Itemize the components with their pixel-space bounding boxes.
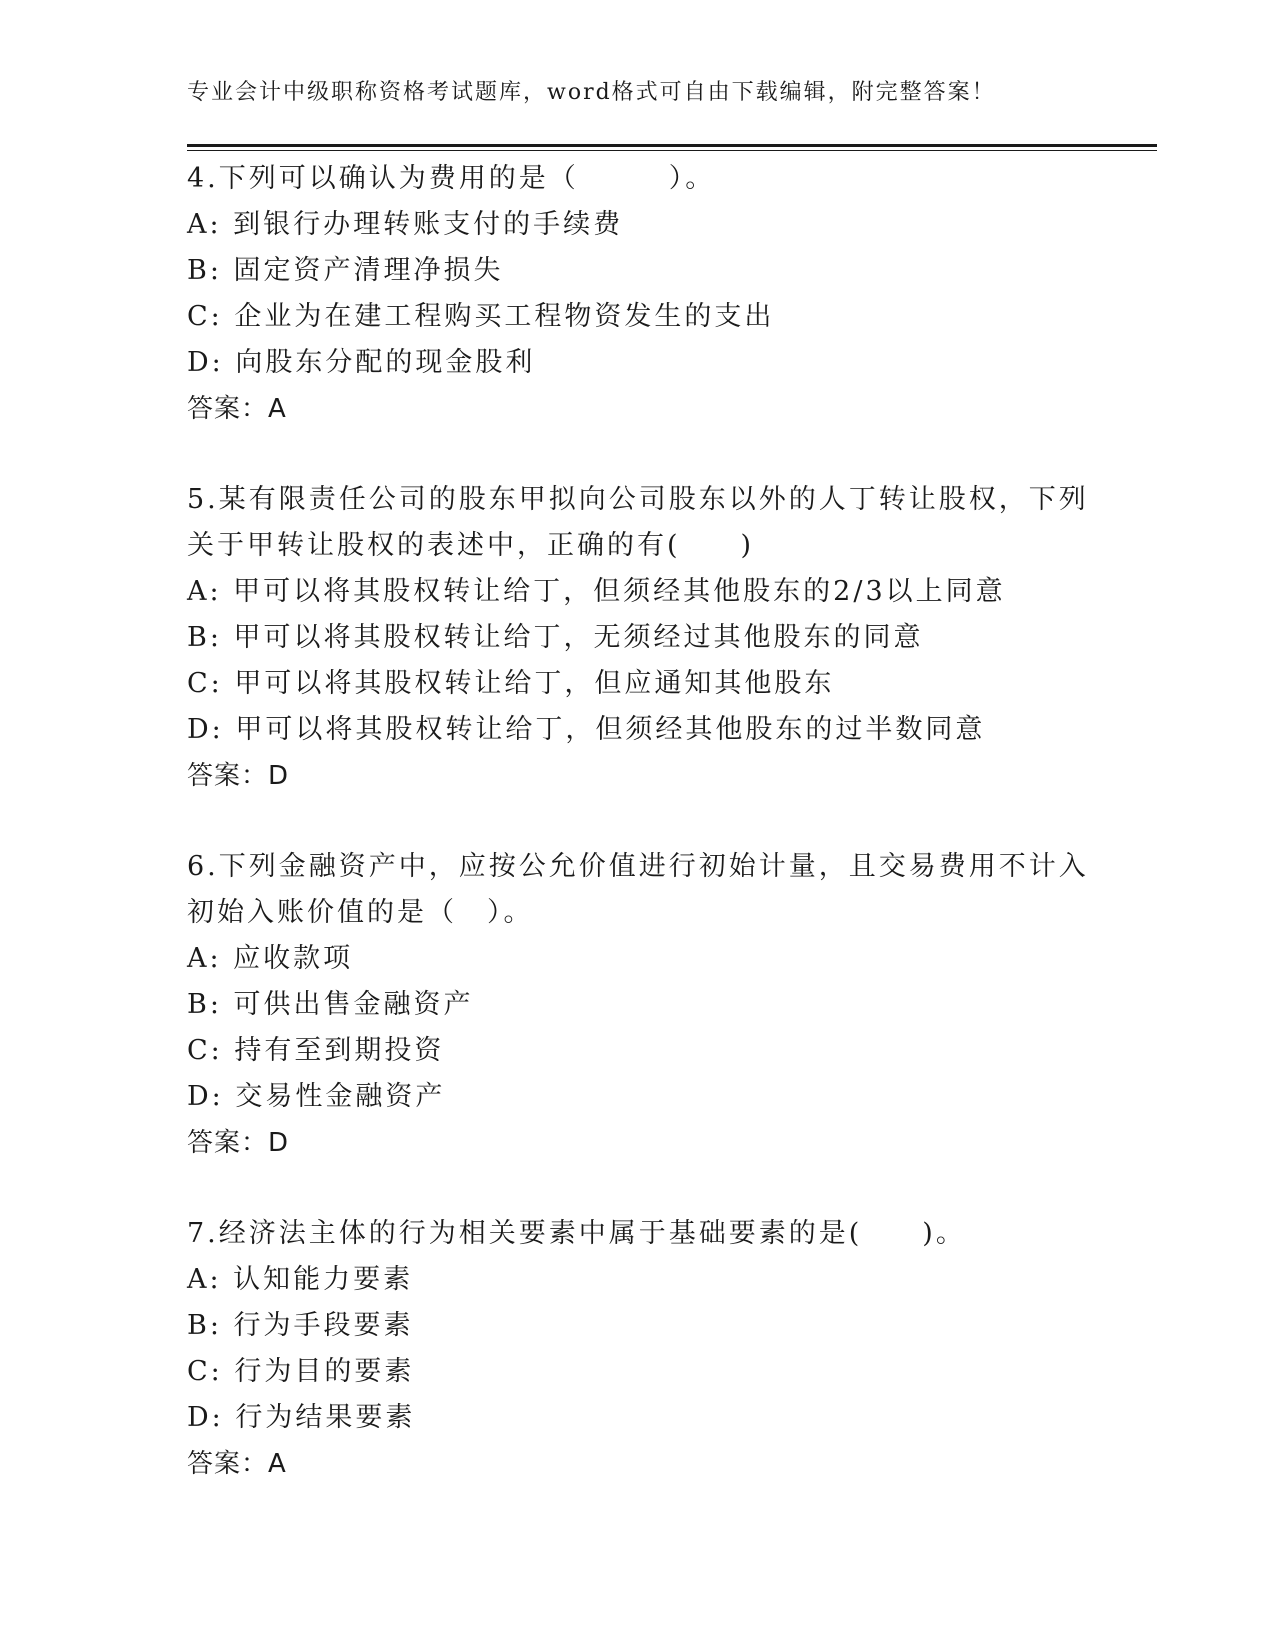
question-7 bbox=[187, 1211, 1157, 1487]
question-stem: 5.某有限责任公司的股东甲拟向公司股东以外的人丁转让股权，下列 bbox=[187, 484, 1089, 515]
page-header: 专业会计中级职称资格考试题库，word格式可自由下载编辑，附完整答案！ bbox=[187, 80, 996, 105]
question-list bbox=[187, 156, 1157, 1532]
answer: 答案：A bbox=[187, 394, 287, 424]
option-d: D: 交易性金融资产 bbox=[187, 1081, 446, 1112]
option-a: A: 认知能力要素 bbox=[187, 1264, 414, 1295]
option-a: A: 到银行办理转账支付的手续费 bbox=[187, 209, 624, 240]
answer: 答案：D bbox=[187, 1128, 290, 1158]
option-d: D: 行为结果要素 bbox=[187, 1402, 416, 1433]
question-4 bbox=[187, 156, 1157, 432]
question-5 bbox=[187, 477, 1157, 799]
header-divider bbox=[187, 144, 1157, 151]
answer: 答案：A bbox=[187, 1449, 287, 1479]
answer: 答案：D bbox=[187, 761, 290, 791]
option-c: C: 企业为在建工程购买工程物资发生的支出 bbox=[187, 301, 775, 332]
option-a: A: 甲可以将其股权转让给丁，但须经其他股东的2/3以上同意 bbox=[187, 576, 1006, 607]
question-stem: 6.下列金融资产中，应按公允价值进行初始计量，且交易费用不计入 bbox=[187, 851, 1089, 882]
option-c: C: 行为目的要素 bbox=[187, 1356, 415, 1387]
question-stem: 4.下列可以确认为费用的是（ ）。 bbox=[187, 163, 716, 194]
option-b: B: 甲可以将其股权转让给丁，无须经过其他股东的同意 bbox=[187, 622, 924, 653]
question-stem: 7.经济法主体的行为相关要素中属于基础要素的是( )。 bbox=[187, 1218, 966, 1249]
option-b: B: 行为手段要素 bbox=[187, 1310, 414, 1341]
option-c: C: 持有至到期投资 bbox=[187, 1035, 445, 1066]
option-b: B: 可供出售金融资产 bbox=[187, 989, 474, 1020]
option-c: C: 甲可以将其股权转让给丁，但应通知其他股东 bbox=[187, 668, 835, 699]
question-stem-continued: 关于甲转让股权的表述中，正确的有( ) bbox=[187, 530, 755, 561]
question-6 bbox=[187, 844, 1157, 1166]
option-d: D: 向股东分配的现金股利 bbox=[187, 347, 536, 378]
option-d: D: 甲可以将其股权转让给丁，但须经其他股东的过半数同意 bbox=[187, 714, 986, 745]
option-b: B: 固定资产清理净损失 bbox=[187, 255, 504, 286]
question-stem-continued: 初始入账价值的是（ ）。 bbox=[187, 897, 534, 928]
option-a: A: 应收款项 bbox=[187, 943, 354, 974]
